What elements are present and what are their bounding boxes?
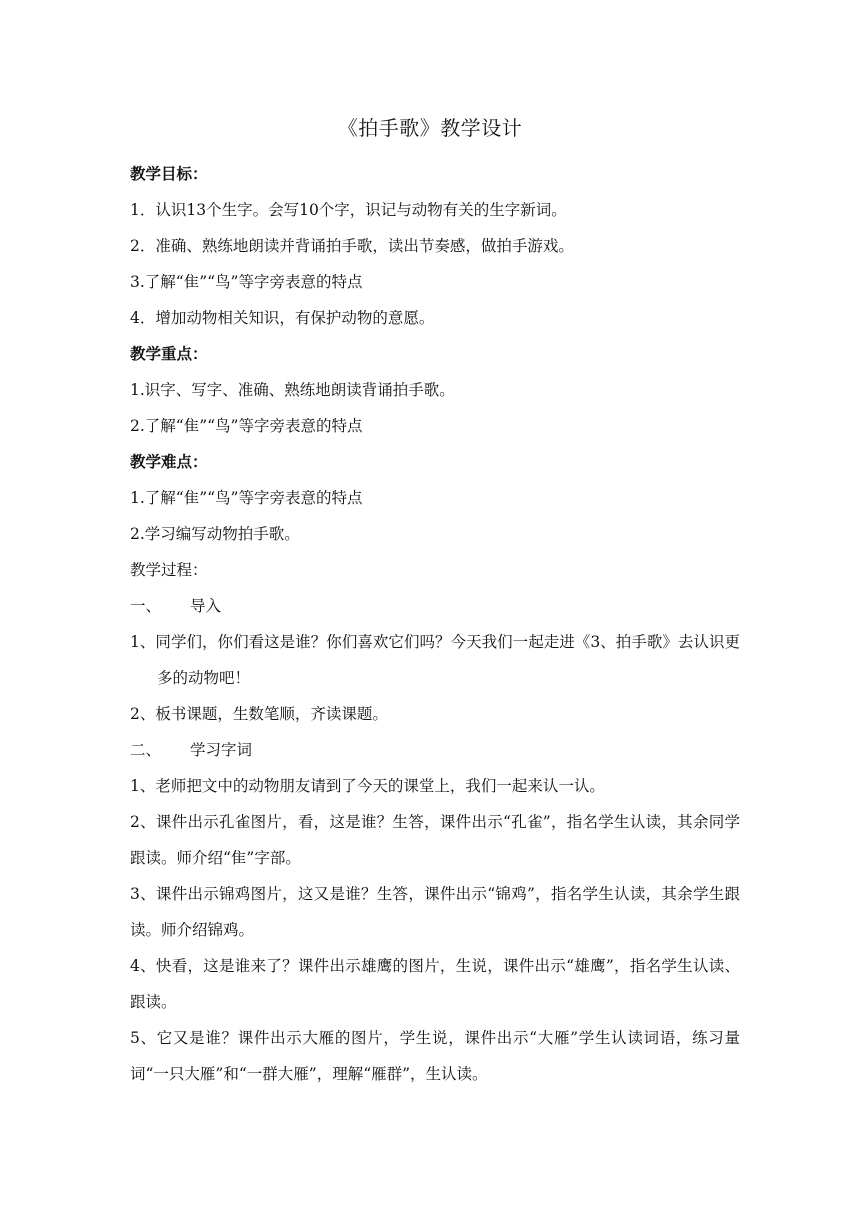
difficulty-item: 1.了解“隹”“鸟”等字旁表意的特点 [130,489,363,507]
process-part-2-title: 学习字词 [190,741,253,759]
section-heading-key-points: 教学重点： [130,345,208,363]
process-part-1-number: 一、 [130,597,162,615]
process-step: 5、它又是谁？课件出示大雁的图片，学生说，课件出示“大雁”学生认读词语，练习量词“一只大雁”和“一群大雁”，理解“雁群”，生认读。 [130,1029,740,1083]
document-title: 《拍手歌》教学设计 [337,116,523,140]
document-body [130,156,740,1092]
section-heading-goals: 教学目标： [130,165,208,183]
goal-item: 1．认识13个生字。会写10个字，识记与动物有关的生字新词。 [130,201,567,219]
section-heading-process: 教学过程： [130,561,208,579]
key-point-item: 1.识字、写字、准确、熟练地朗读背诵拍手歌。 [130,381,455,399]
goal-item: 3.了解“隹”“鸟”等字旁表意的特点 [130,273,363,291]
goal-item: 2．准确、熟练地朗读并背诵拍手歌，读出节奏感，做拍手游戏。 [130,237,574,255]
process-step: 3、课件出示锦鸡图片，这又是谁？生答，课件出示“锦鸡”，指名学生认读，其余学生跟读。师介绍锦鸡。 [130,885,740,939]
section-heading-difficulties: 教学难点： [130,453,208,471]
process-step: 2、课件出示孔雀图片，看，这是谁？生答，课件出示“孔雀”，指名学生认读，其余同学跟读。师介绍“隹”字部。 [130,813,740,867]
process-part-2-heading [130,732,740,768]
process-step: 1、老师把文中的动物朋友请到了今天的课堂上，我们一起来认一认。 [130,777,605,795]
process-part-2-number: 二、 [130,741,162,759]
process-part-1-heading [130,588,740,624]
process-part-1-title: 导入 [190,597,222,615]
goal-item: 4．增加动物相关知识，有保护动物的意愿。 [130,309,435,327]
key-point-item: 2.了解“隹”“鸟”等字旁表意的特点 [130,417,363,435]
process-step: 1、同学们，你们看这是谁？你们喜欢它们吗？今天我们一起走进《3、拍手歌》去认识更多的动物吧！ [130,633,740,687]
process-step: 2、板书课题，生数笔顺，齐读课题。 [130,705,388,723]
difficulty-item: 2.学习编写动物拍手歌。 [130,525,300,543]
process-step: 4、快看，这是谁来了？课件出示雄鹰的图片，生说，课件出示“雄鹰”，指名学生认读、跟读。 [130,957,740,1011]
